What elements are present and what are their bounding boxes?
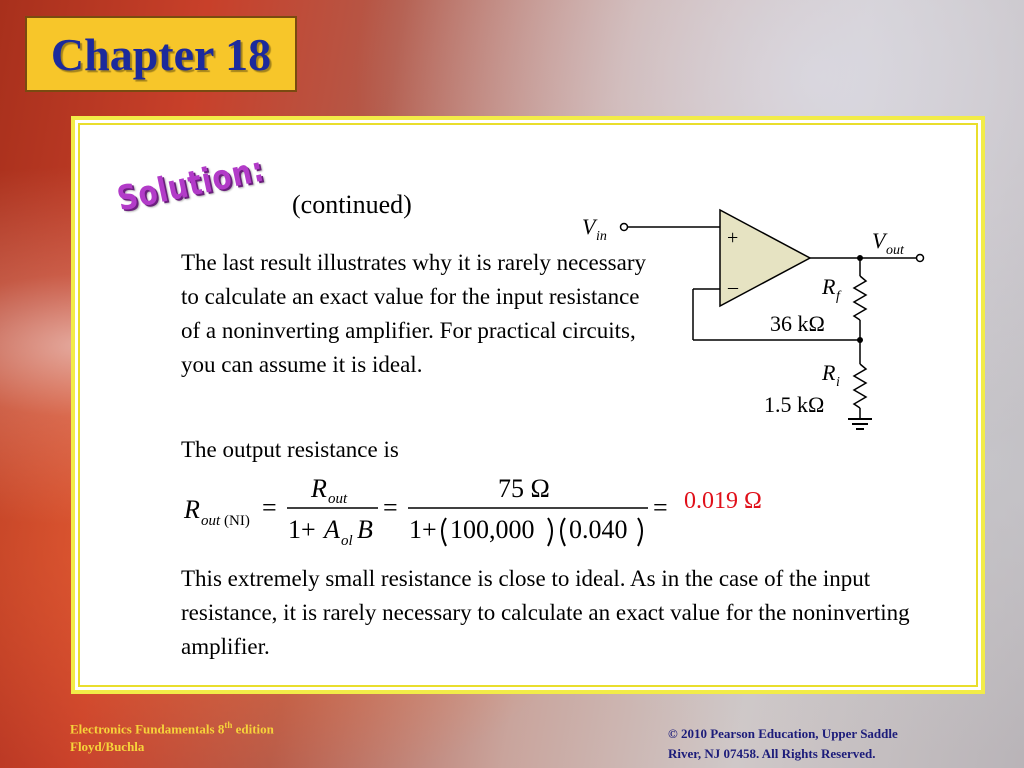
- noninverting-amplifier-circuit: [560, 200, 904, 440]
- ground-icon: [848, 419, 872, 429]
- ri-resistor: [854, 364, 866, 408]
- footer-edition: [70, 716, 274, 738]
- vout-symbol: V: [872, 228, 886, 253]
- paragraph-input-resistance: The last result illustrates why it is rarely necessary to calculate an exact value for the input resistance of a noninverting amplifier. For practical circuits, you can assume it is ideal.: [181, 250, 646, 377]
- opamp-minus-sign: –: [728, 276, 738, 298]
- eq-lhs-symbol: R: [184, 495, 200, 524]
- footer-edition-sup: th: [224, 720, 233, 730]
- ri-sub: i: [836, 375, 840, 390]
- rf-value: 36 kΩ: [770, 311, 825, 336]
- footer-book-info: [70, 716, 274, 756]
- eq-frac1-num-symbol: R: [311, 474, 327, 503]
- vin-symbol: V: [582, 214, 596, 239]
- solution-label: Solution:: [113, 149, 268, 220]
- eq-frac2-den-value2: 0.040: [569, 515, 628, 544]
- output-resistance-equation: [180, 470, 800, 560]
- footer-edition-tail: edition: [232, 721, 274, 737]
- eq-frac1-num-sub: out: [328, 491, 348, 507]
- eq-paren-close-2: [638, 518, 642, 546]
- footer-edition-text: Electronics Fundamentals 8: [70, 721, 225, 737]
- eq-equals-2: =: [383, 493, 398, 522]
- rf-symbol: R: [822, 274, 836, 299]
- eq-frac1-den-prefix: 1+: [288, 515, 316, 544]
- opamp-plus-sign: +: [727, 227, 739, 249]
- eq-frac1-den-sub: ol: [341, 533, 353, 549]
- vout-terminal: [917, 255, 924, 262]
- continued-label: (continued): [292, 190, 412, 219]
- eq-equals-3: =: [653, 493, 668, 522]
- eq-frac2-den-prefix: 1+: [409, 515, 437, 544]
- footer-authors: Floyd/Buchla: [70, 739, 145, 755]
- eq-paren-close-1: [548, 518, 552, 546]
- ri-value: 1.5 kΩ: [764, 392, 825, 417]
- eq-equals-1: =: [262, 493, 277, 522]
- rf-sub: f: [836, 289, 840, 304]
- chapter-title: Chapter 18: [50, 28, 272, 80]
- footer-copyright-line1: © 2010 Pearson Education, Upper Saddle: [668, 726, 898, 741]
- eq-frac1-den-suffix: B: [357, 515, 373, 544]
- eq-result: 0.019 Ω: [684, 488, 762, 514]
- paragraph-output-resistance-intro: The output resistance is: [181, 437, 399, 462]
- eq-lhs-paren: (NI): [224, 513, 250, 529]
- ri-symbol: R: [822, 360, 836, 385]
- chapter-title-box: [25, 16, 297, 92]
- rf-resistor: [854, 276, 866, 320]
- eq-lhs-sub: out: [201, 513, 221, 529]
- eq-frac1-den-symbol: A: [324, 515, 340, 544]
- eq-frac2-num: 75 Ω: [498, 474, 550, 503]
- vin-sub: in: [596, 229, 607, 244]
- vout-sub: out: [886, 243, 904, 258]
- footer-copyright: [668, 724, 898, 764]
- footer-copyright-line2: River, NJ 07458. All Rights Reserved.: [668, 746, 876, 761]
- eq-paren-open-2: [561, 518, 565, 546]
- eq-paren-open-1: [442, 518, 446, 546]
- eq-frac2-den-value1: 100,000: [450, 515, 535, 544]
- paragraph-conclusion: This extremely small resistance is close to ideal. As in the case of the input resistance, it is rarely necessary to calculate an exact value for the noninverting amplifier.: [181, 566, 910, 659]
- vin-terminal: [621, 224, 628, 231]
